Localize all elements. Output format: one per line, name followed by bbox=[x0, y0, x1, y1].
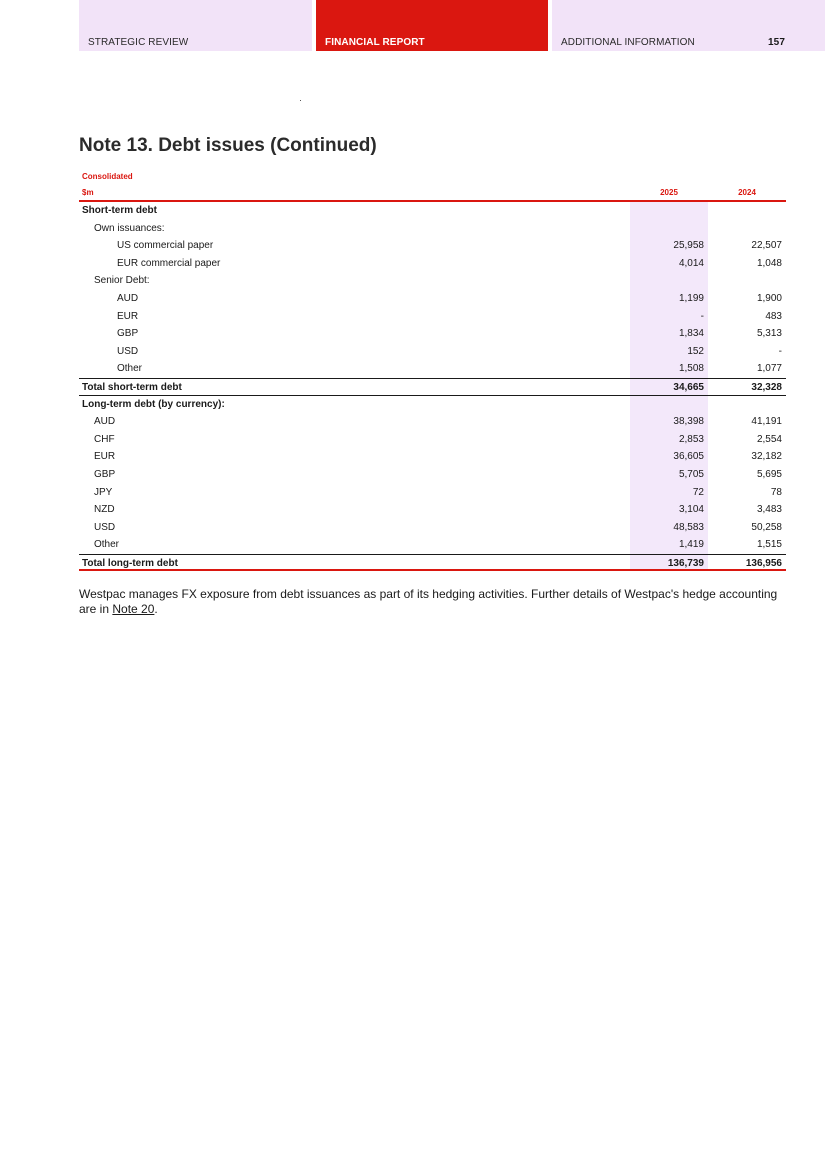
section-short-term-debt bbox=[79, 202, 786, 220]
table-row bbox=[79, 484, 786, 502]
value-2024: - bbox=[778, 345, 782, 357]
subsection-own-issuances bbox=[79, 220, 786, 238]
value-2024: 136,956 bbox=[745, 557, 782, 569]
value-2024: 5,313 bbox=[756, 328, 782, 340]
row-label: Other bbox=[117, 363, 143, 375]
value-2025: 3,104 bbox=[678, 504, 704, 516]
value-2025: 2,853 bbox=[678, 433, 704, 445]
table-row bbox=[79, 255, 786, 273]
table-row bbox=[79, 413, 786, 431]
row-label: CHF bbox=[94, 433, 115, 445]
debt-issues-table bbox=[79, 169, 786, 571]
row-label: US commercial paper bbox=[117, 240, 214, 252]
table-row bbox=[79, 501, 786, 519]
row-label: Other bbox=[94, 539, 120, 551]
unit-label: $m bbox=[82, 188, 94, 197]
value-2025: 1,834 bbox=[678, 328, 704, 340]
table-row bbox=[79, 290, 786, 308]
row-label: Own issuances: bbox=[94, 222, 165, 234]
value-2024: 483 bbox=[765, 310, 782, 322]
row-label: Short-term debt bbox=[82, 205, 157, 216]
table-row bbox=[79, 536, 786, 554]
row-label: Long-term debt (by currency): bbox=[82, 398, 225, 410]
row-label: AUD bbox=[117, 292, 139, 304]
value-2025: 1,199 bbox=[678, 292, 704, 304]
consolidated-label: Consolidated bbox=[82, 172, 133, 181]
row-label: EUR commercial paper bbox=[117, 257, 221, 269]
section-long-term-debt bbox=[79, 396, 786, 414]
table-row bbox=[79, 448, 786, 466]
note-20-link[interactable]: Note 20 bbox=[112, 602, 155, 616]
paragraph-text: Westpac manages FX exposure from debt issuances as part of its hedging activities. Further details of Westpac's hedge accounting are in bbox=[79, 587, 778, 616]
value-2024: 3,483 bbox=[756, 504, 782, 516]
row-label: GBP bbox=[117, 328, 139, 340]
row-label: AUD bbox=[94, 416, 116, 428]
paragraph-end: . bbox=[154, 602, 158, 616]
value-2024: 78 bbox=[770, 486, 782, 498]
nav-tab-strategic-review-label: STRATEGIC REVIEW bbox=[88, 37, 189, 48]
value-2025: 1,508 bbox=[678, 363, 704, 375]
page-number: 157 bbox=[768, 37, 785, 48]
nav-tab-financial-report-label: FINANCIAL REPORT bbox=[325, 37, 425, 48]
table-row bbox=[79, 360, 786, 378]
row-label: GBP bbox=[94, 468, 116, 480]
year-2025-header: 2025 bbox=[660, 188, 678, 197]
row-label: USD bbox=[94, 521, 116, 533]
nav-tab-strategic-review[interactable] bbox=[79, 0, 312, 51]
value-2024: 1,515 bbox=[756, 539, 782, 551]
total-short-term-debt-row bbox=[79, 378, 786, 396]
value-2024: 1,900 bbox=[756, 292, 782, 304]
value-2024: 5,695 bbox=[756, 468, 782, 480]
row-label: USD bbox=[117, 345, 139, 357]
page-title: Note 13. Debt issues (Continued) bbox=[79, 135, 377, 156]
table-row bbox=[79, 308, 786, 326]
value-2024: 50,258 bbox=[751, 521, 782, 533]
value-2024: 1,048 bbox=[756, 257, 782, 269]
value-2025: 5,705 bbox=[678, 468, 704, 480]
value-2025: 136,739 bbox=[667, 557, 704, 569]
value-2024: 1,077 bbox=[756, 363, 782, 375]
stray-dot bbox=[300, 100, 301, 101]
row-label: EUR bbox=[94, 451, 116, 463]
row-label: Total long-term debt bbox=[82, 557, 178, 569]
value-2025: 48,583 bbox=[673, 521, 704, 533]
value-2024: 32,328 bbox=[751, 381, 782, 393]
value-2025: 25,958 bbox=[673, 240, 704, 252]
value-2025: 38,398 bbox=[673, 416, 704, 428]
value-2025: 1,419 bbox=[678, 539, 704, 551]
value-2025: 34,665 bbox=[673, 381, 704, 393]
value-2025: 72 bbox=[692, 486, 704, 498]
table-row bbox=[79, 325, 786, 343]
table-row bbox=[79, 466, 786, 484]
hedging-note-paragraph bbox=[79, 587, 789, 617]
value-2025: 152 bbox=[687, 345, 704, 357]
value-2025: 4,014 bbox=[678, 257, 704, 269]
nav-tab-financial-report[interactable] bbox=[316, 0, 548, 51]
value-2024: 41,191 bbox=[751, 416, 782, 428]
table-row bbox=[79, 237, 786, 255]
value-2025: - bbox=[700, 310, 704, 322]
value-2025: 36,605 bbox=[673, 451, 704, 463]
table-row bbox=[79, 431, 786, 449]
table-row bbox=[79, 519, 786, 537]
value-2024: 2,554 bbox=[756, 433, 782, 445]
nav-tab-additional-information[interactable] bbox=[552, 0, 825, 51]
row-label: EUR bbox=[117, 310, 139, 322]
nav-tab-additional-information-label: ADDITIONAL INFORMATION bbox=[561, 37, 695, 48]
year-2024-header: 2024 bbox=[738, 188, 756, 197]
row-label: Total short-term debt bbox=[82, 381, 182, 393]
value-2024: 32,182 bbox=[751, 451, 782, 463]
row-label: NZD bbox=[94, 504, 115, 516]
subsection-senior-debt bbox=[79, 272, 786, 290]
row-label: JPY bbox=[94, 486, 113, 498]
row-label: Senior Debt: bbox=[94, 275, 150, 287]
table-row bbox=[79, 343, 786, 361]
value-2024: 22,507 bbox=[751, 240, 782, 252]
total-long-term-debt-row bbox=[79, 554, 786, 572]
table-header bbox=[79, 169, 786, 202]
